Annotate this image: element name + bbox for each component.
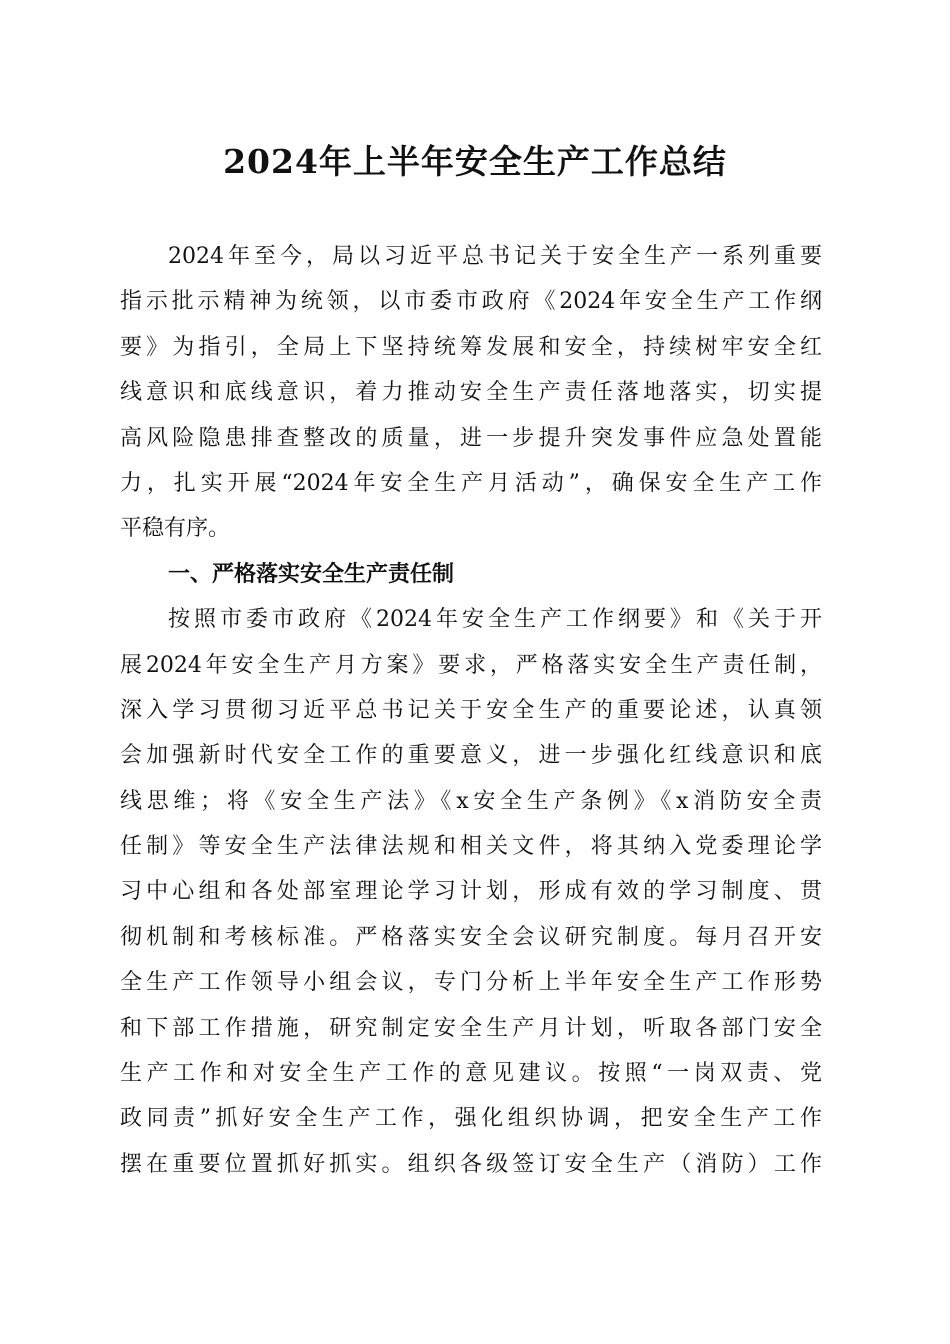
text-line: 全生产工作领导小组会议，专门分析上半年安全生产工作形势 <box>120 970 822 996</box>
document-title: 2024年上半年安全生产工作总结 <box>223 142 727 181</box>
text-line: 线意识和底线意识，着力推动安全生产责任落地落实，切实提 <box>120 380 822 406</box>
text-line: 展2024年安全生产月方案》要求，严格落实安全生产责任制， <box>120 652 822 678</box>
text-line: 习中心组和各处部室理论学习计划，形成有效的学习制度、贯 <box>120 879 822 905</box>
text-line: 线思维；将《安全生产法》《x安全生产条例》《x消防安全责 <box>120 788 822 814</box>
document-body <box>120 234 822 1187</box>
text-line: 会加强新时代安全工作的重要意义，进一步强化红线意识和底 <box>120 743 822 769</box>
text-line: 和下部工作措施，研究制定安全生产月计划，听取各部门安全 <box>120 1015 822 1041</box>
text-line: 深入学习贯彻习近平总书记关于安全生产的重要论述，认真领 <box>120 697 822 723</box>
text-line: 指示批示精神为统领，以市委市政府《2024年安全生产工作纲 <box>120 289 822 315</box>
text-line: 生产工作和对安全生产工作的意见建议。按照“一岗双责、党 <box>120 1061 822 1087</box>
text-line: 摆在重要位置抓好抓实。组织各级签订安全生产（消防）工作 <box>120 1151 822 1177</box>
text-line: 要》为指引，全局上下坚持统筹发展和安全，持续树牢安全红 <box>120 334 822 360</box>
text-line: 高风险隐患排查整改的质量，进一步提升突发事件应急处置能 <box>120 425 822 451</box>
text-line: 力，扎实开展“2024年安全生产月活动”，确保安全生产工作 <box>120 470 822 496</box>
text-line: 任制》等安全生产法律法规和相关文件，将其纳入党委理论学 <box>120 834 822 860</box>
section-heading: 一、严格落实安全生产责任制 <box>168 561 455 587</box>
text-line: 2024年至今，局以习近平总书记关于安全生产一系列重要 <box>168 244 822 269</box>
text-line: 按照市委市政府《2024年安全生产工作纲要》和《关于开 <box>168 607 822 633</box>
text-line: 政同责”抓好安全生产工作，强化组织协调，把安全生产工作 <box>120 1106 822 1132</box>
text-line: 彻机制和考核标准。严格落实安全会议研究制度。每月召开安 <box>120 924 822 950</box>
text-line: 平稳有序。 <box>120 516 231 542</box>
